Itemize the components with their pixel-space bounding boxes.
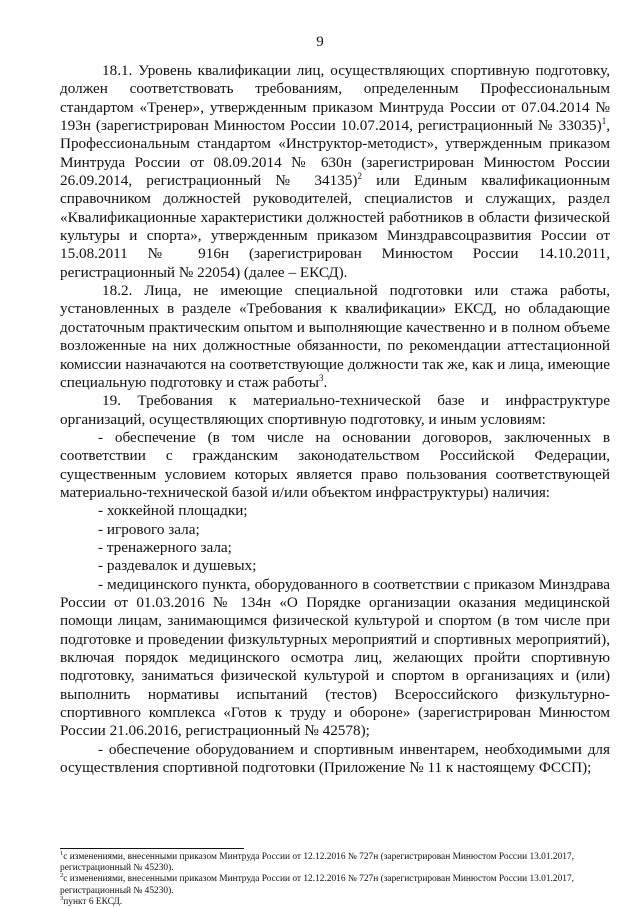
footnote-ref-2: 2 [357, 171, 362, 182]
paragraph-19: 19. Требования к материально-технической базе и инфраструктуре организаций, осуществляющих спортивную подготовку, и иным условиям: [60, 392, 610, 428]
paragraph-18-1 [60, 62, 610, 282]
paragraph-text: . [323, 373, 328, 391]
footnote-mark: 3 [60, 894, 64, 902]
footnote-mark: 2 [60, 872, 64, 880]
paragraph-equipment: - обеспечение оборудованием и спортивным инвентарем, необходимыми для осуществления спортивной подготовки (Приложение № 11 к настоящему ФССП); [60, 740, 610, 777]
footnotes [60, 852, 610, 908]
footnote-3 [60, 894, 610, 908]
footnote-ref-3: 3 [318, 372, 324, 383]
list-item: - раздевалок и душевых; [98, 557, 257, 575]
paragraph-text: или Единым квалификационным справочником должностей руководителей, специалистов и служащих, раздел «Квалификационные характеристики должностей работников в области физической культуры и спорта», утвержденным приказом Минздравсоцразвития России от 15.08.2011 № 916н (зарегистрирован Минюстом России 14.10.2011, регистрационный № 22054) (далее – ЕКСД). [60, 172, 610, 281]
document-body [60, 62, 610, 777]
paragraph-text: 18.2. Лица, не имеющие специальной подготовки или стажа работы, установленных в разделе «Требования к квалификации» ЕКСД, но обладающие достаточным практическим опытом и выполняющие качественно и в полном объеме возложенные на них должностные обязанности, по рекомендации аттестационной комиссии назначаются на соответствующие должности так же, как и лица, имеющие специальную подготовку и стаж работы [60, 282, 610, 391]
footnote-ref-1: 1 [601, 116, 607, 127]
paragraph-text: 18.1. Уровень квалификации лиц, осуществляющих спортивную подготовку, должен соответствовать требованиям, определенным Профессиональным стандартом «Тренер», утвержденным приказом Минтруда России от 07.04.2014 № 193н (зарегистрирован Минюстом России 10.07.2014, регистрационный № 33035) [60, 62, 610, 135]
list-item: - тренажерного зала; [98, 538, 232, 556]
footnote-text: с изменениями, внесенными приказом Минтруда России от 12.12.2016 № 727н (зарегистрирован Минюстом России 13.01.2017, регистрационный № 45230). [60, 852, 574, 874]
footnote-mark: 1 [60, 850, 64, 857]
list-item: - хоккейной площадки; [98, 502, 248, 520]
footnote-text: с изменениями, внесенными приказом Минтруда России от 12.12.2016 № 727н (зарегистрирован Минюстом России 13.01.2017, регистрационный № 45230). [60, 874, 574, 896]
footnote-text: пункт 6 ЕКСД. [63, 896, 123, 907]
page-number: 9 [316, 34, 324, 50]
footnote-2 [60, 874, 610, 896]
paragraph-text: , Профессиональным стандартом «Инструктор-методист», утвержденным приказом Минтруда России от 08.09.2014 № 630н (зарегистрирован Минюстом России 26.09.2014, регистрационный № 34135) [60, 117, 610, 190]
list-item: - игрового зала; [98, 520, 200, 538]
paragraph-19-supply: - обеспечение (в том числе на основании договоров, заключенных в соответствии с гражданским законодательством Российской Федерации, существенным условием которых является право пользования соответствующей материально-технической базой и/или объектом инфраструктуры) наличия: [60, 428, 610, 501]
footnote-1 [60, 852, 610, 874]
footnote-divider [60, 848, 244, 849]
paragraph-18-2 [60, 282, 610, 392]
paragraph-medical: - медицинского пункта, оборудованного в соответствии с приказом Минздрава России от 01.03.2016 № 134н «О Порядке организации оказания медицинской помощи лицам, занимающимся физической культурой и спортом (в том числе при подготовке и проведении физкультурных мероприятий и спортивных мероприятий), включая порядок медицинского осмотра лиц, желающих пройти спортивную подготовку, заниматься физической культурой и спортом в организациях и (или) выполнить нормативы испытаний (тестов) Всероссийского физкультурно-спортивного комплекса «Готов к труду и обороне» (зарегистрирован Минюстом России 21.06.2016, регистрационный № 42578); [60, 575, 610, 740]
